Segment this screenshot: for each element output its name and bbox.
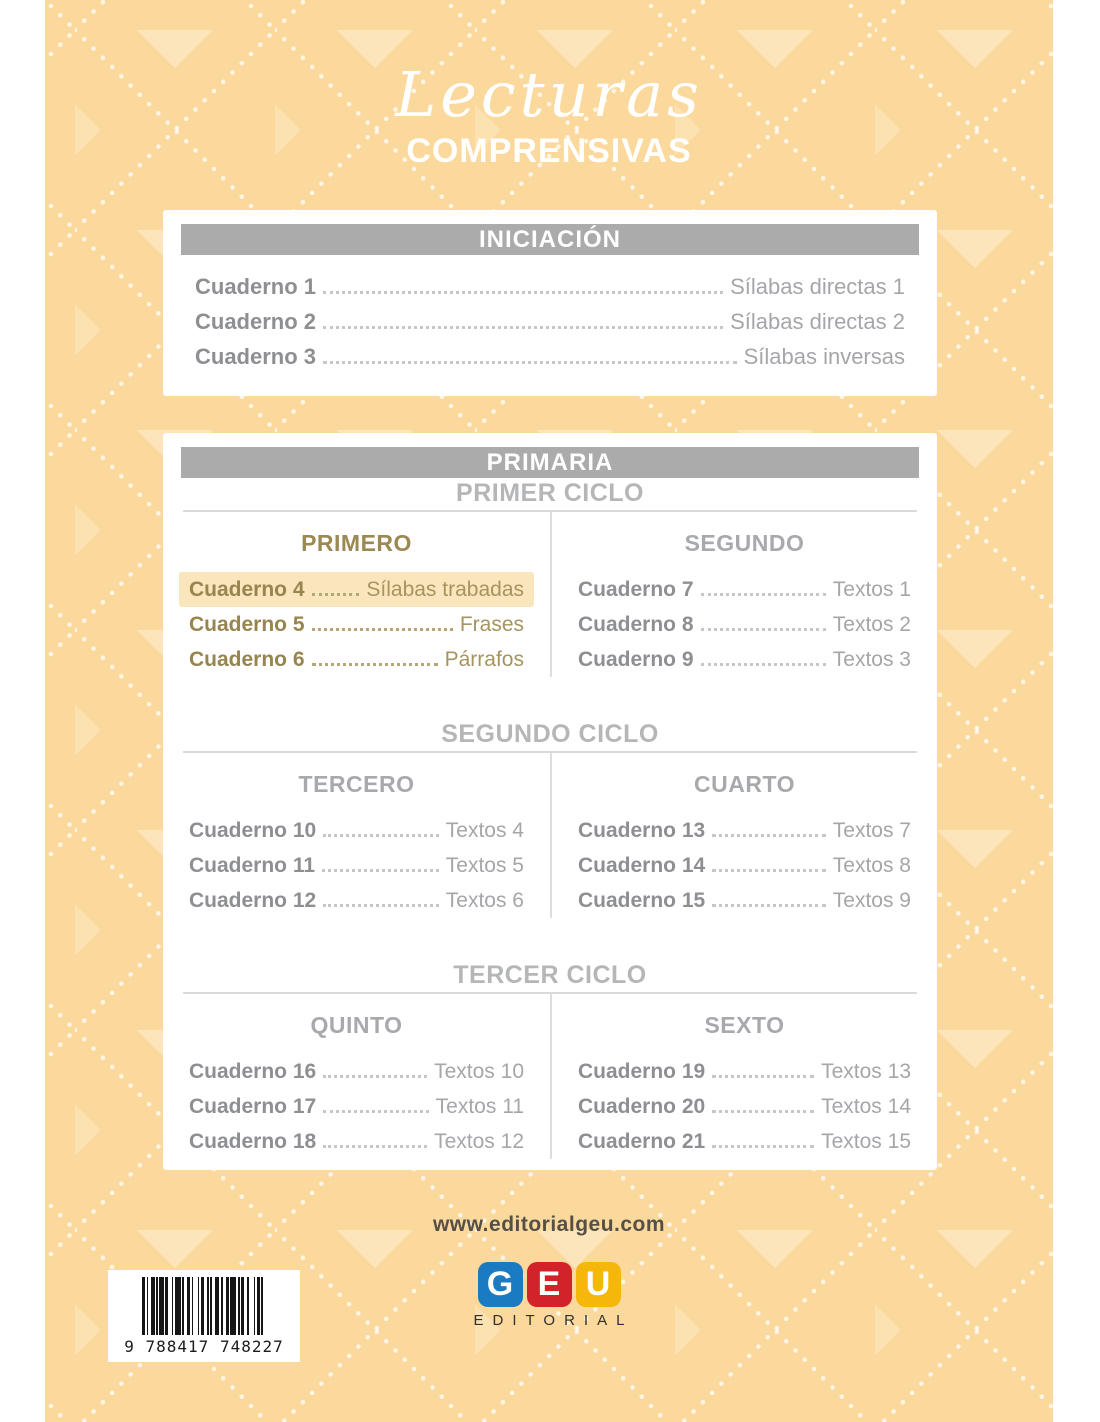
cuaderno-label: Cuaderno 19 [578, 1060, 706, 1083]
cuaderno-value: Frases [459, 613, 524, 636]
cuaderno-label: Cuaderno 12 [189, 889, 317, 912]
cuaderno-value: Textos 15 [821, 1130, 911, 1153]
cuaderno-label: Cuaderno 10 [189, 819, 317, 842]
cuaderno-label: Cuaderno 11 [189, 854, 316, 877]
cycle-title: SEGUNDO CICLO [441, 720, 659, 748]
cycle-section [163, 480, 937, 677]
cuaderno-value: Textos 10 [434, 1060, 524, 1083]
iniciacion-panel [163, 210, 937, 396]
iniciacion-rows [195, 269, 905, 374]
primaria-cycles [163, 480, 937, 1159]
series-title-script: Lecturas [395, 58, 703, 131]
dotted-leader [701, 628, 826, 631]
dotted-leader [322, 869, 439, 872]
catalog-row [578, 642, 911, 677]
cuaderno-label: Cuaderno 16 [189, 1060, 317, 1083]
dotted-leader [323, 291, 723, 294]
geu-logo-letter: G [478, 1262, 523, 1307]
cuaderno-value: Textos 5 [445, 854, 524, 877]
geu-logo-subtitle: EDITORIAL [473, 1312, 634, 1329]
dotted-leader [312, 593, 360, 596]
primaria-panel [163, 433, 937, 1170]
grade-column [550, 512, 937, 677]
dotted-leader [701, 663, 826, 666]
dotted-leader [323, 1145, 427, 1148]
cuaderno-value: Sílabas inversas [743, 344, 905, 369]
cuaderno-value: Textos 11 [435, 1095, 524, 1118]
dotted-leader [701, 593, 826, 596]
dotted-leader [712, 869, 826, 872]
catalog-row [578, 813, 911, 848]
cuaderno-value: Textos 8 [832, 854, 911, 877]
grade-title: CUARTO [694, 771, 795, 797]
dotted-leader [312, 663, 438, 666]
dotted-leader [712, 1110, 814, 1113]
book-back-cover [45, 0, 1053, 1422]
geu-logo-letter: E [527, 1262, 572, 1307]
cuaderno-value: Sílabas trabadas [366, 578, 524, 601]
grade-title: SEXTO [704, 1012, 785, 1038]
cuaderno-label: Cuaderno 17 [189, 1095, 317, 1118]
publisher-website: www.editorialgeu.com [432, 1213, 666, 1236]
dotted-leader [323, 326, 723, 329]
cuaderno-value: Párrafos [444, 648, 524, 671]
geu-logo-letter: U [576, 1262, 621, 1307]
iniciacion-header: INICIACIÓN [181, 224, 919, 255]
grade-column [163, 512, 550, 677]
dotted-leader [712, 834, 826, 837]
catalog-row [189, 848, 524, 883]
cuaderno-label: Cuaderno 4 [189, 578, 305, 601]
catalog-row [179, 572, 534, 607]
cuaderno-value: Textos 14 [821, 1095, 911, 1118]
cuaderno-label: Cuaderno 13 [578, 819, 706, 842]
cycle-title: PRIMER CICLO [456, 479, 644, 507]
catalog-row [189, 1089, 524, 1124]
catalog-row [189, 1054, 524, 1089]
catalog-row [189, 642, 524, 677]
catalog-row [578, 1124, 911, 1159]
cuaderno-value: Sílabas directas 2 [730, 309, 905, 334]
grade-column [550, 994, 937, 1159]
catalog-row [195, 304, 905, 339]
dotted-leader [323, 1110, 428, 1113]
catalog-row [578, 883, 911, 918]
grade-title: TERCERO [298, 771, 415, 797]
dotted-leader [323, 1075, 427, 1078]
dotted-leader [323, 361, 737, 364]
cycle-columns [163, 512, 937, 677]
cuaderno-value: Textos 7 [832, 819, 911, 842]
dotted-leader [323, 834, 439, 837]
catalog-row [578, 1089, 911, 1124]
catalog-row [189, 607, 524, 642]
catalog-row [578, 607, 911, 642]
cuaderno-label: Cuaderno 18 [189, 1130, 317, 1153]
cuaderno-label: Cuaderno 21 [578, 1130, 706, 1153]
catalog-row [189, 813, 524, 848]
barcode-number: 9 788417 748227 [124, 1337, 284, 1356]
cycle-section [163, 962, 937, 1159]
series-title-caps: COMPRENSIVAS [406, 132, 692, 170]
catalog-row [578, 848, 911, 883]
cycle-title: TERCER CICLO [453, 961, 647, 989]
dotted-leader [712, 904, 826, 907]
cuaderno-label: Cuaderno 9 [578, 648, 694, 671]
cuaderno-label: Cuaderno 2 [195, 309, 317, 334]
cuaderno-label: Cuaderno 3 [195, 344, 317, 369]
cuaderno-value: Textos 12 [434, 1130, 524, 1153]
cuaderno-value: Textos 4 [445, 819, 524, 842]
cuaderno-label: Cuaderno 1 [195, 274, 317, 299]
cuaderno-label: Cuaderno 14 [578, 854, 706, 877]
dotted-leader [712, 1145, 814, 1148]
cuaderno-value: Textos 3 [832, 648, 911, 671]
catalog-row [578, 1054, 911, 1089]
cycle-columns [163, 994, 937, 1159]
cuaderno-label: Cuaderno 7 [578, 578, 694, 601]
cuaderno-value: Sílabas directas 1 [730, 274, 905, 299]
dotted-leader [323, 904, 439, 907]
catalog-row [195, 269, 905, 304]
cuaderno-label: Cuaderno 6 [189, 648, 305, 671]
cuaderno-value: Textos 6 [445, 889, 524, 912]
grade-column [550, 753, 937, 918]
cuaderno-label: Cuaderno 20 [578, 1095, 706, 1118]
catalog-row [195, 339, 905, 374]
cuaderno-value: Textos 13 [821, 1060, 911, 1083]
grade-column [163, 994, 550, 1159]
grade-title: QUINTO [310, 1012, 403, 1038]
cuaderno-value: Textos 1 [832, 578, 911, 601]
cycle-columns [163, 753, 937, 918]
catalog-row [578, 572, 911, 607]
grade-title: PRIMERO [301, 530, 412, 556]
catalog-row [189, 1124, 524, 1159]
dotted-leader [712, 1075, 814, 1078]
cycle-section [163, 721, 937, 918]
barcode-bars [120, 1277, 288, 1335]
cuaderno-label: Cuaderno 8 [578, 613, 694, 636]
barcode [108, 1270, 300, 1362]
cuaderno-label: Cuaderno 15 [578, 889, 706, 912]
cuaderno-value: Textos 2 [832, 613, 911, 636]
grade-title: SEGUNDO [684, 530, 805, 556]
dotted-leader [312, 628, 453, 631]
cuaderno-label: Cuaderno 5 [189, 613, 305, 636]
cuaderno-value: Textos 9 [832, 889, 911, 912]
primaria-header: PRIMARIA [181, 447, 919, 478]
catalog-row [189, 883, 524, 918]
grade-column [163, 753, 550, 918]
